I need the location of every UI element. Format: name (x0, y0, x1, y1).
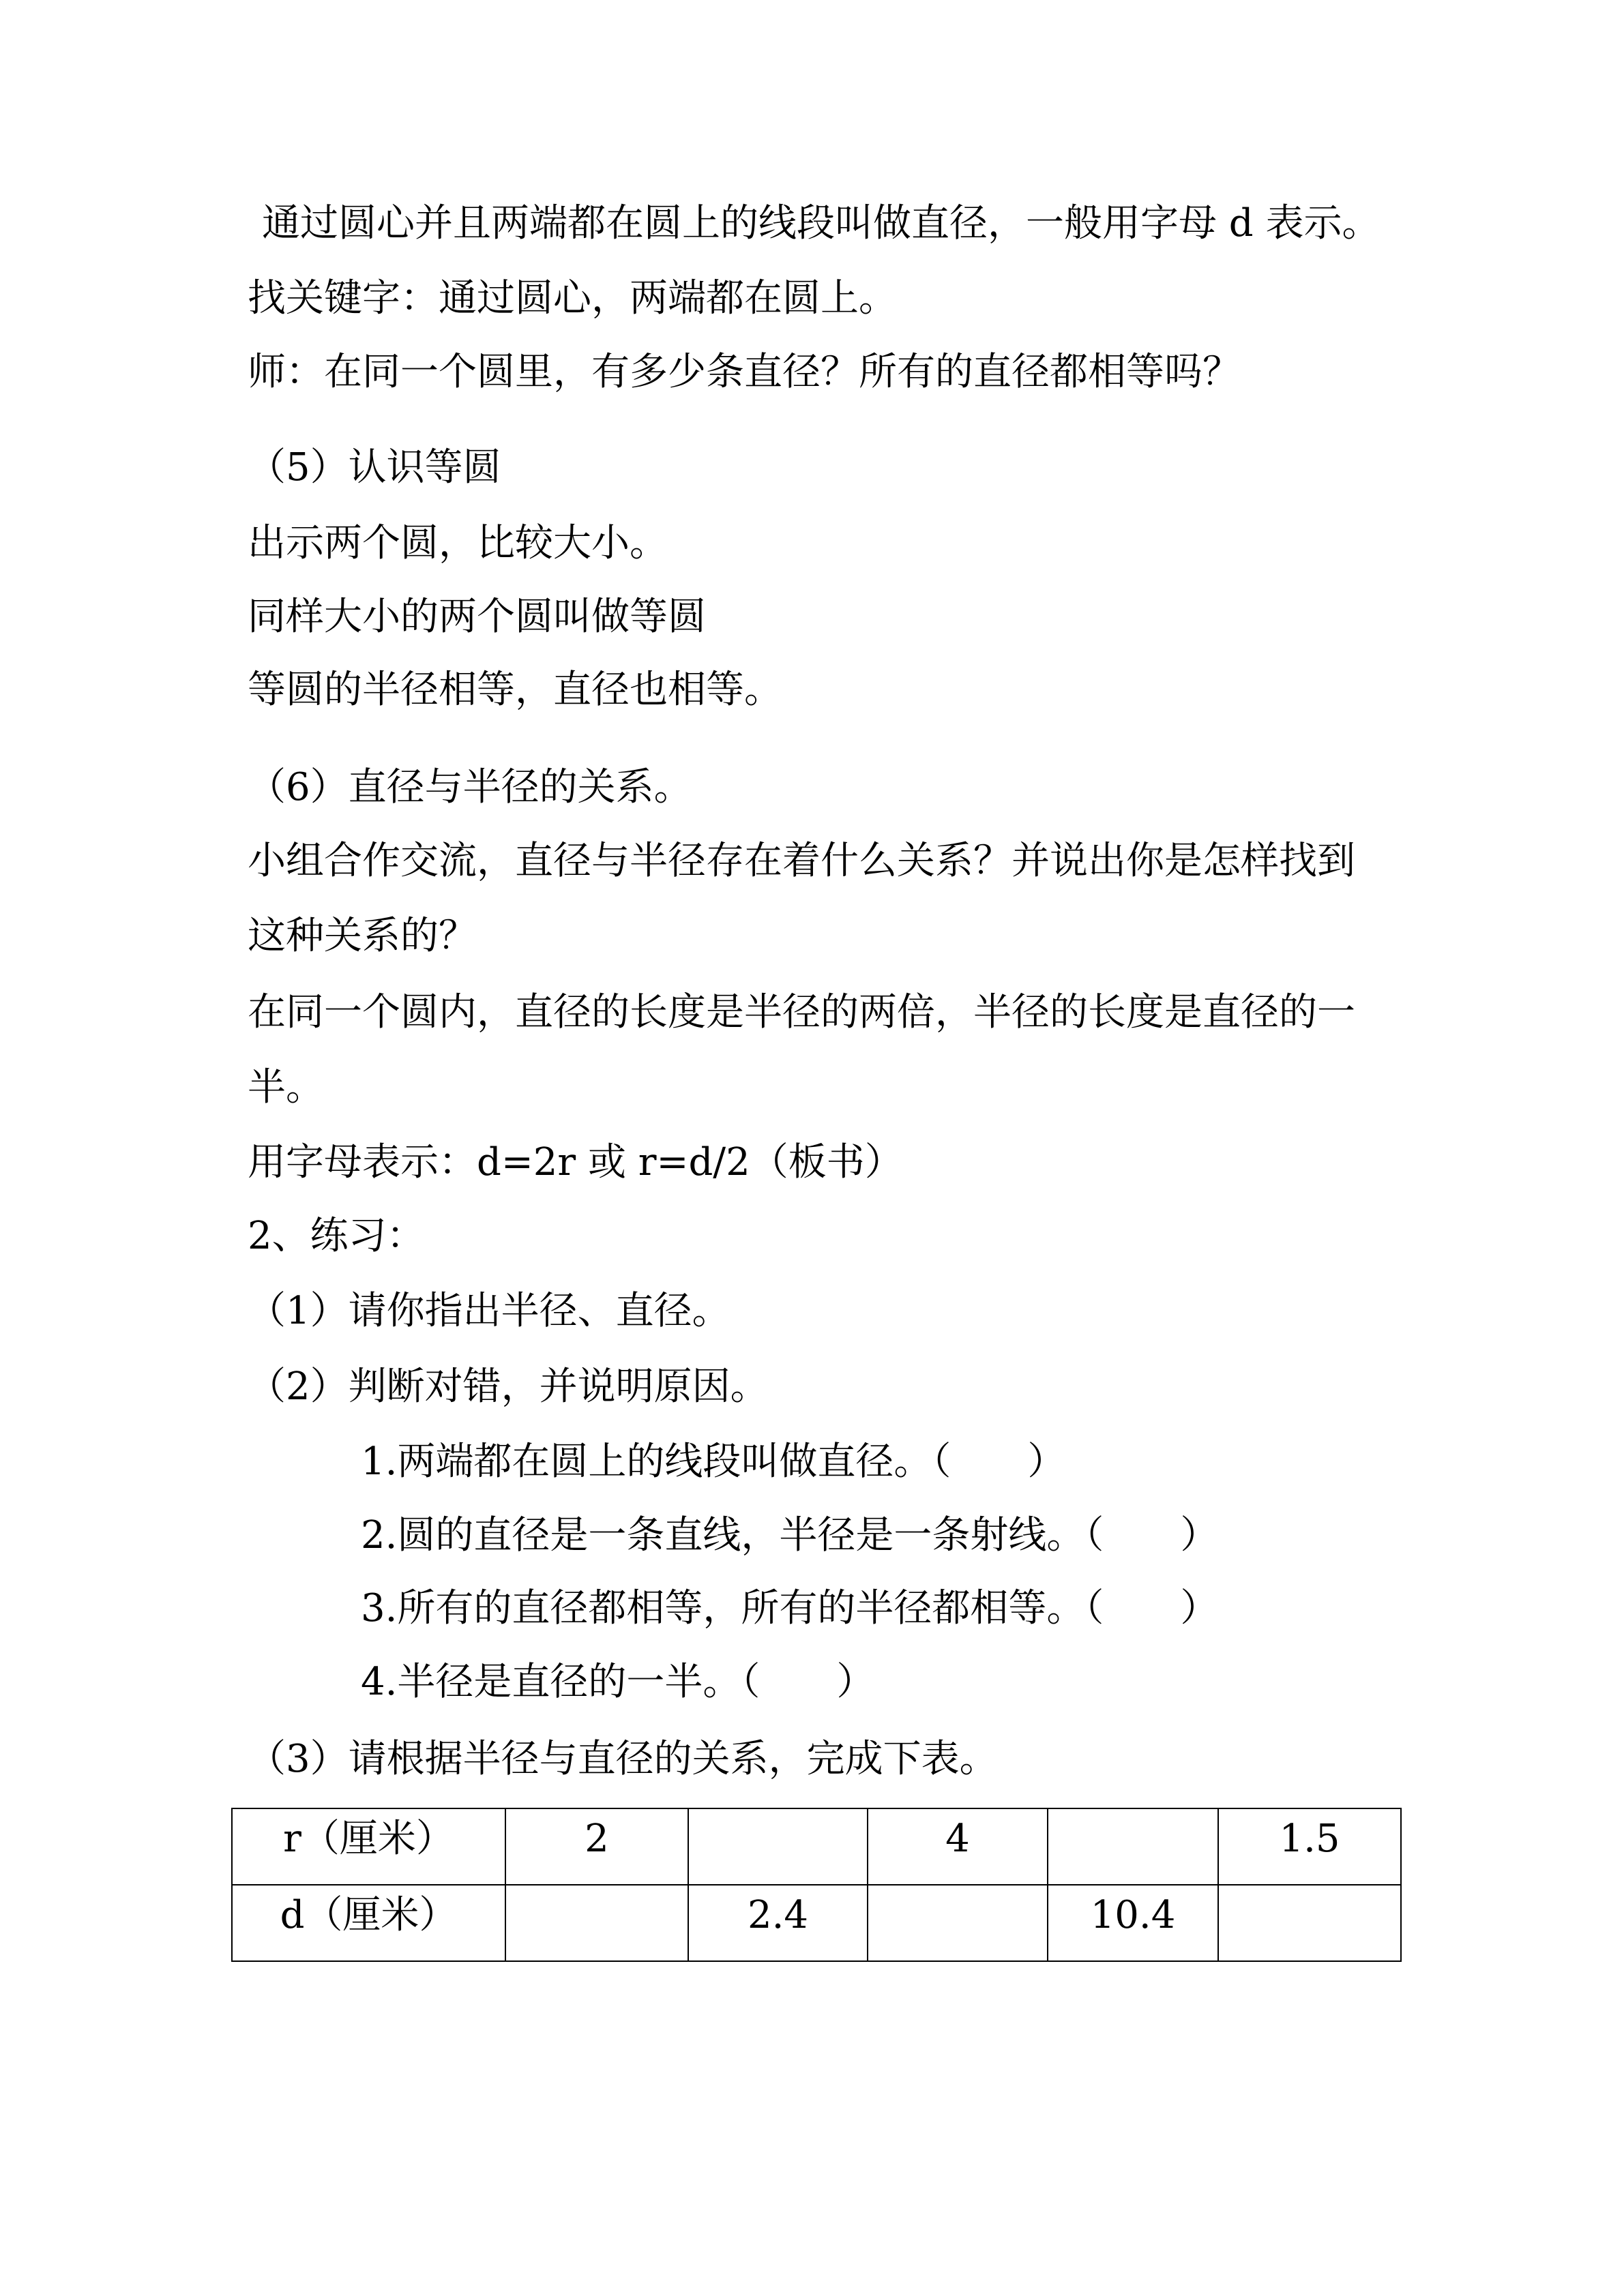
relation-heading: （6）直径与半径的关系。 (248, 765, 692, 809)
table-cell (688, 1808, 868, 1885)
radius-diameter-table (231, 1808, 1402, 1962)
table-cell (1048, 1808, 1218, 1885)
judgement-item: 3.所有的直径都相等，所有的半径都相等。（ ） (361, 1586, 1219, 1630)
equal-circles-line: 出示两个圆，比较大小。 (248, 521, 668, 565)
judgement-item: 4.半径是直径的一半。（ ） (361, 1660, 875, 1704)
diameter-definition: 通过圆心并且两端都在圆上的线段叫做直径，一般用字母 d 表示。 (262, 201, 1381, 245)
table-cell: 2 (505, 1808, 688, 1885)
equal-circles-line: 同样大小的两个圆叫做等圆 (248, 595, 706, 639)
table-cell (868, 1885, 1048, 1961)
diameter-keywords: 找关键字：通过圆心，两端都在圆上。 (248, 276, 897, 320)
table-cell: 1.5 (1218, 1808, 1401, 1885)
relation-line: 在同一个圆内，直径的长度是半径的两倍，半径的长度是直径的一 (248, 990, 1355, 1034)
relation-line: 小组合作交流，直径与半径存在着什么关系？并说出你是怎样找到 (248, 839, 1355, 883)
exercises-heading: 2、练习： (248, 1214, 425, 1258)
table-cell (505, 1885, 688, 1961)
table-cell (1218, 1885, 1401, 1961)
exercise-task-3: （3）请根据半径与直径的关系，完成下表。 (248, 1737, 998, 1781)
table-cell: 2.4 (688, 1885, 868, 1961)
equal-circles-heading: （5）认识等圆 (248, 445, 501, 490)
table-row-diameter (232, 1885, 1401, 1961)
exercise-task-1: （1）请你指出半径、直径。 (248, 1289, 730, 1333)
table-cell: 4 (868, 1808, 1048, 1885)
row-label: d（厘米） (232, 1885, 505, 1961)
judgement-item: 1.两端都在圆上的线段叫做直径。（ ） (361, 1440, 1066, 1484)
relation-line: 半。 (248, 1065, 324, 1109)
table-cell: 10.4 (1048, 1885, 1218, 1961)
row-label: r（厘米） (232, 1808, 505, 1885)
exercise-task-2: （2）判断对错，并说明原因。 (248, 1365, 769, 1409)
equal-circles-line: 等圆的半径相等，直径也相等。 (248, 668, 782, 712)
table-row-radius (232, 1808, 1401, 1885)
relation-line: 这种关系的？ (248, 914, 477, 958)
teacher-question: 师：在同一个圆里，有多少条直径？所有的直径都相等吗？ (248, 350, 1241, 394)
relation-formula: 用字母表示：d=2r 或 r=d/2（板书） (248, 1140, 903, 1184)
judgement-item: 2.圆的直径是一条直线，半径是一条射线。（ ） (361, 1513, 1219, 1557)
